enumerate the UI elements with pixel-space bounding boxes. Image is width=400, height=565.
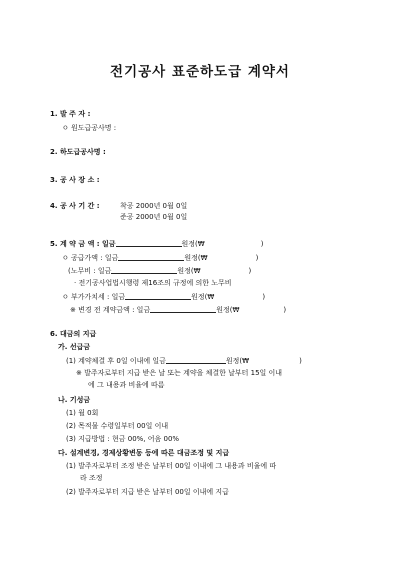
vat-label: ㅇ 부가가치세 : 일금 xyxy=(62,293,126,301)
progress-payment-frequency: (1) 월 0회 xyxy=(66,409,99,417)
previous-amount-row xyxy=(70,305,286,315)
progress-payment-heading: 나. 기성금 xyxy=(58,396,91,404)
section-6-heading: 6. 대금의 지급 xyxy=(50,330,97,338)
vat-unit: 원정(₩ xyxy=(191,293,215,301)
amount-blank xyxy=(116,239,182,247)
labor-cost-row xyxy=(68,266,251,276)
supply-price-unit: 원정(₩ xyxy=(184,254,208,262)
advance-payment-note-line-1: ※ 발주자로부터 지급 받은 날 또는 계약을 체결한 날부터 15일 이내 xyxy=(76,369,283,377)
advance-payment-heading: 가. 선급금 xyxy=(58,343,91,351)
previous-amount-label: ※ 변경 전 계약금액 : 일금 xyxy=(70,306,151,314)
labor-cost-note: · 전기공사업법시행령 제16조의 규정에 의한 노무비 xyxy=(74,279,232,287)
vat-close: ) xyxy=(262,293,266,301)
supply-price-row xyxy=(62,253,258,263)
supply-price-label: ㅇ 공급가액 : 일금 xyxy=(62,254,119,262)
previous-amount-close: ) xyxy=(283,306,287,314)
advance-payment-blank xyxy=(166,356,226,364)
labor-cost-unit: 원정(₩ xyxy=(177,267,201,275)
section-4-heading: 4. 공 사 기 간 : xyxy=(50,202,100,210)
original-contract-name-label: ㅇ 원도급공사명 : xyxy=(62,124,117,132)
section-5-row xyxy=(50,239,263,249)
price-adjustment-item-2: (2) 발주자로부터 지급 받은 날부터 00일 이내에 지급 xyxy=(66,488,229,496)
advance-payment-close: ) xyxy=(299,357,302,365)
price-adjustment-item-1-cont: 라 조정 xyxy=(80,474,103,482)
labor-cost-close: ) xyxy=(248,267,252,275)
section-2-heading: 2. 하도급공사명 : xyxy=(50,148,106,156)
progress-payment-deadline: (2) 목적물 수령일부터 00일 이내 xyxy=(66,422,169,430)
section-5-heading: 5. 계 약 금 액 : 일금 xyxy=(50,240,116,248)
vat-blank xyxy=(125,292,191,300)
advance-payment-note-line-2: 에 그 내용과 비율에 따름 xyxy=(88,381,165,389)
previous-amount-blank xyxy=(150,305,216,313)
advance-payment-row xyxy=(66,356,302,366)
document-title: 전기공사 표준하도급 계약서 xyxy=(110,64,290,80)
construction-end-date: 준공 2000년 0월 0일 xyxy=(120,213,188,221)
advance-payment-label: (1) 계약체결 후 0일 이내에 일금 xyxy=(66,357,166,365)
progress-payment-method: (3) 지급방법 : 현금 00%, 어음 00% xyxy=(66,435,180,443)
construction-start-date: 착공 2000년 0월 0일 xyxy=(120,202,188,210)
labor-cost-blank xyxy=(111,266,177,274)
amount-unit: 원정(₩ xyxy=(181,240,205,248)
section-1-heading: 1. 발 주 자 : xyxy=(50,110,91,118)
labor-cost-label: (노무비 : 일금 xyxy=(68,267,112,275)
supply-price-blank xyxy=(118,253,184,261)
vat-row xyxy=(62,292,265,302)
supply-price-close: ) xyxy=(255,254,259,262)
previous-amount-unit: 원정(₩ xyxy=(216,306,240,314)
amount-close: ) xyxy=(260,240,264,248)
advance-payment-unit: 원정(₩ xyxy=(225,357,250,365)
price-adjustment-heading: 다. 설계변경, 경제상황변동 등에 따른 대금조정 및 지급 xyxy=(58,449,230,457)
section-3-heading: 3. 공 사 장 소 : xyxy=(50,176,100,184)
price-adjustment-item-1: (1) 발주자로부터 조정 받은 날부터 00일 이내에 그 내용과 비율에 따 xyxy=(66,462,277,470)
